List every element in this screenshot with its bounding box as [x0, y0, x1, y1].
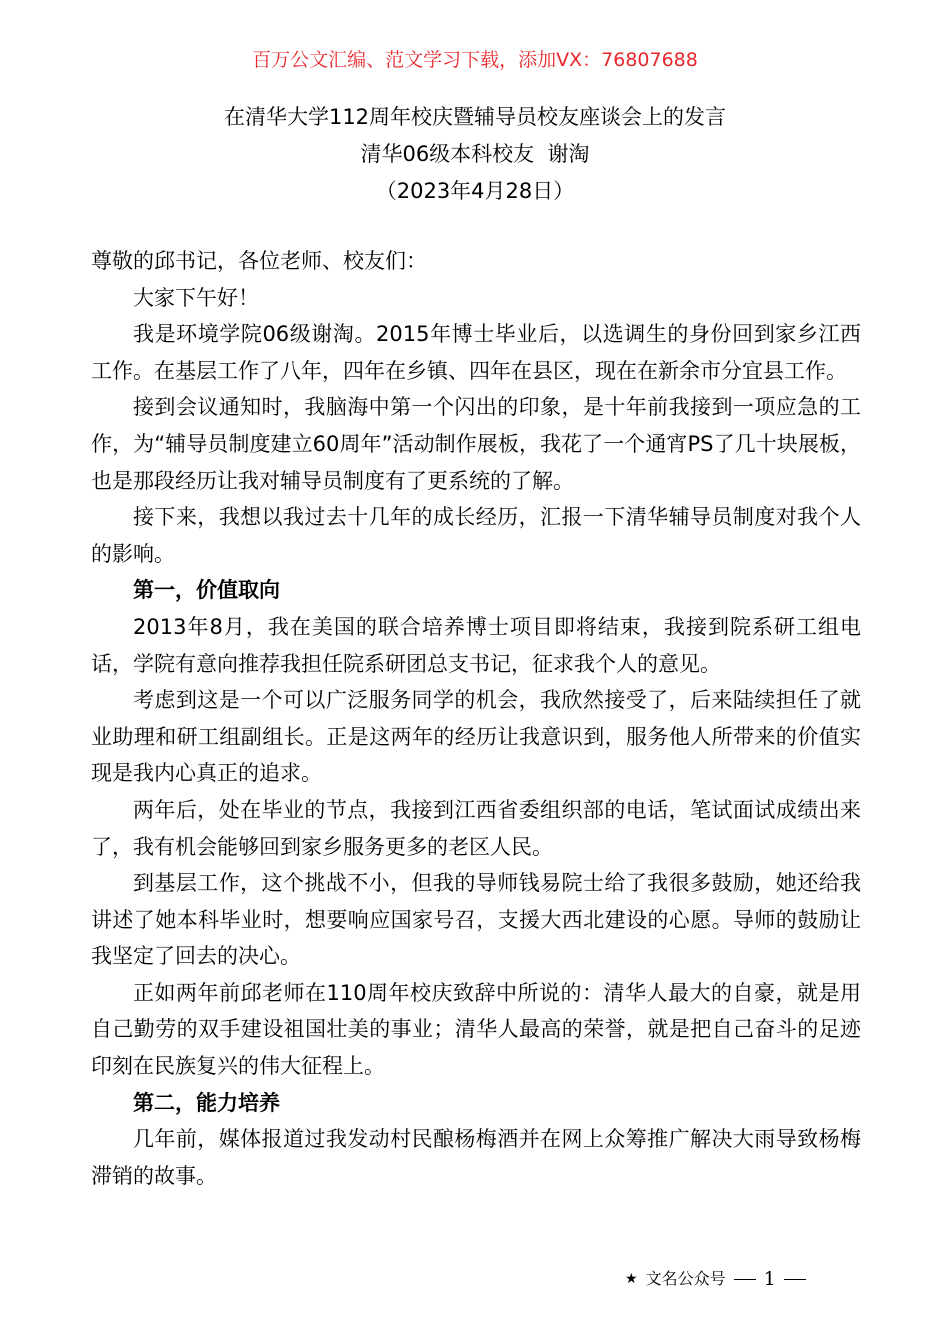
greeting: 大家下午好！ — [133, 285, 259, 310]
paragraph: 2013年8月，我在美国的联合培养博士项目即将结束，我接到院系研工组电话，学院有意向推荐我担任院系研团总支书记，征求我个人的意见。 — [91, 614, 861, 676]
paragraph: 两年后，处在毕业的节点，我接到江西省委组织部的电话，笔试面试成绩出来了，我有机会能够回到家乡服务更多的老区人民。 — [91, 797, 861, 859]
dash-divider — [734, 1279, 756, 1280]
section-heading-2: 第二，能力培养 — [133, 1090, 280, 1115]
dash-divider — [784, 1279, 806, 1280]
salutation: 尊敬的邱书记，各位老师、校友们： — [91, 249, 427, 273]
document-body — [91, 243, 861, 1194]
watermark-banner: 百万公文汇编、范文学习下载，添加VX：76807688 — [252, 49, 698, 71]
paragraph: 接下来，我想以我过去十几年的成长经历，汇报一下清华辅导员制度对我个人的影响。 — [91, 505, 861, 566]
paragraph: 考虑到这是一个可以广泛服务同学的机会，我欣然接受了，后来陆续担任了就业助理和研工组副组长。正是这两年的经历让我意识到，服务他人所带来的价值实现是我内心真正的追求。 — [91, 688, 861, 786]
speaker-line: 清华06级本科校友 谢淘 — [360, 142, 590, 166]
page-footer — [625, 1266, 885, 1292]
star-icon: ★ — [625, 1271, 638, 1287]
title-block — [0, 99, 950, 210]
paragraph: 我是环境学院06级谢淘。2015年博士毕业后，以选调生的身份回到家乡江西工作。在基层工作了八年，四年在乡镇、四年在县区，现在在新余市分宜县工作。 — [91, 322, 861, 383]
footer-label: 文名公众号 — [645, 1269, 726, 1288]
paragraph: 接到会议通知时，我脑海中第一个闪出的印象，是十年前我接到一项应急的工作，为“辅导员制度建立60周年”活动制作展板，我花了一个通宵PS了几十块展板，也是那段经历让我对辅导员制度有了更系统的了解。 — [91, 395, 861, 493]
paragraph: 到基层工作，这个挑战不小，但我的导师钱易院士给了我很多鼓励，她还给我讲述了她本科毕业时，想要响应国家号召，支援大西北建设的心愿。导师的鼓励让我坚定了回去的决心。 — [91, 871, 861, 969]
paragraph: 正如两年前邱老师在110周年校庆致辞中所说的：清华人最大的自豪，就是用自己勤劳的双手建设祖国壮美的事业；清华人最高的荣誉，就是把自己奋斗的足迹印刻在民族复兴的伟大征程上。 — [91, 980, 861, 1079]
page-number: 1 — [763, 1268, 776, 1290]
document-title: 在清华大学112周年校庆暨辅导员校友座谈会上的发言 — [223, 105, 727, 129]
paragraph: 几年前，媒体报道过我发动村民酿杨梅酒并在网上众筹推广解决大雨导致杨梅滞销的故事。 — [91, 1127, 861, 1188]
section-heading-1: 第一，价值取向 — [133, 578, 280, 603]
date-line: （2023年4月28日） — [375, 179, 575, 203]
